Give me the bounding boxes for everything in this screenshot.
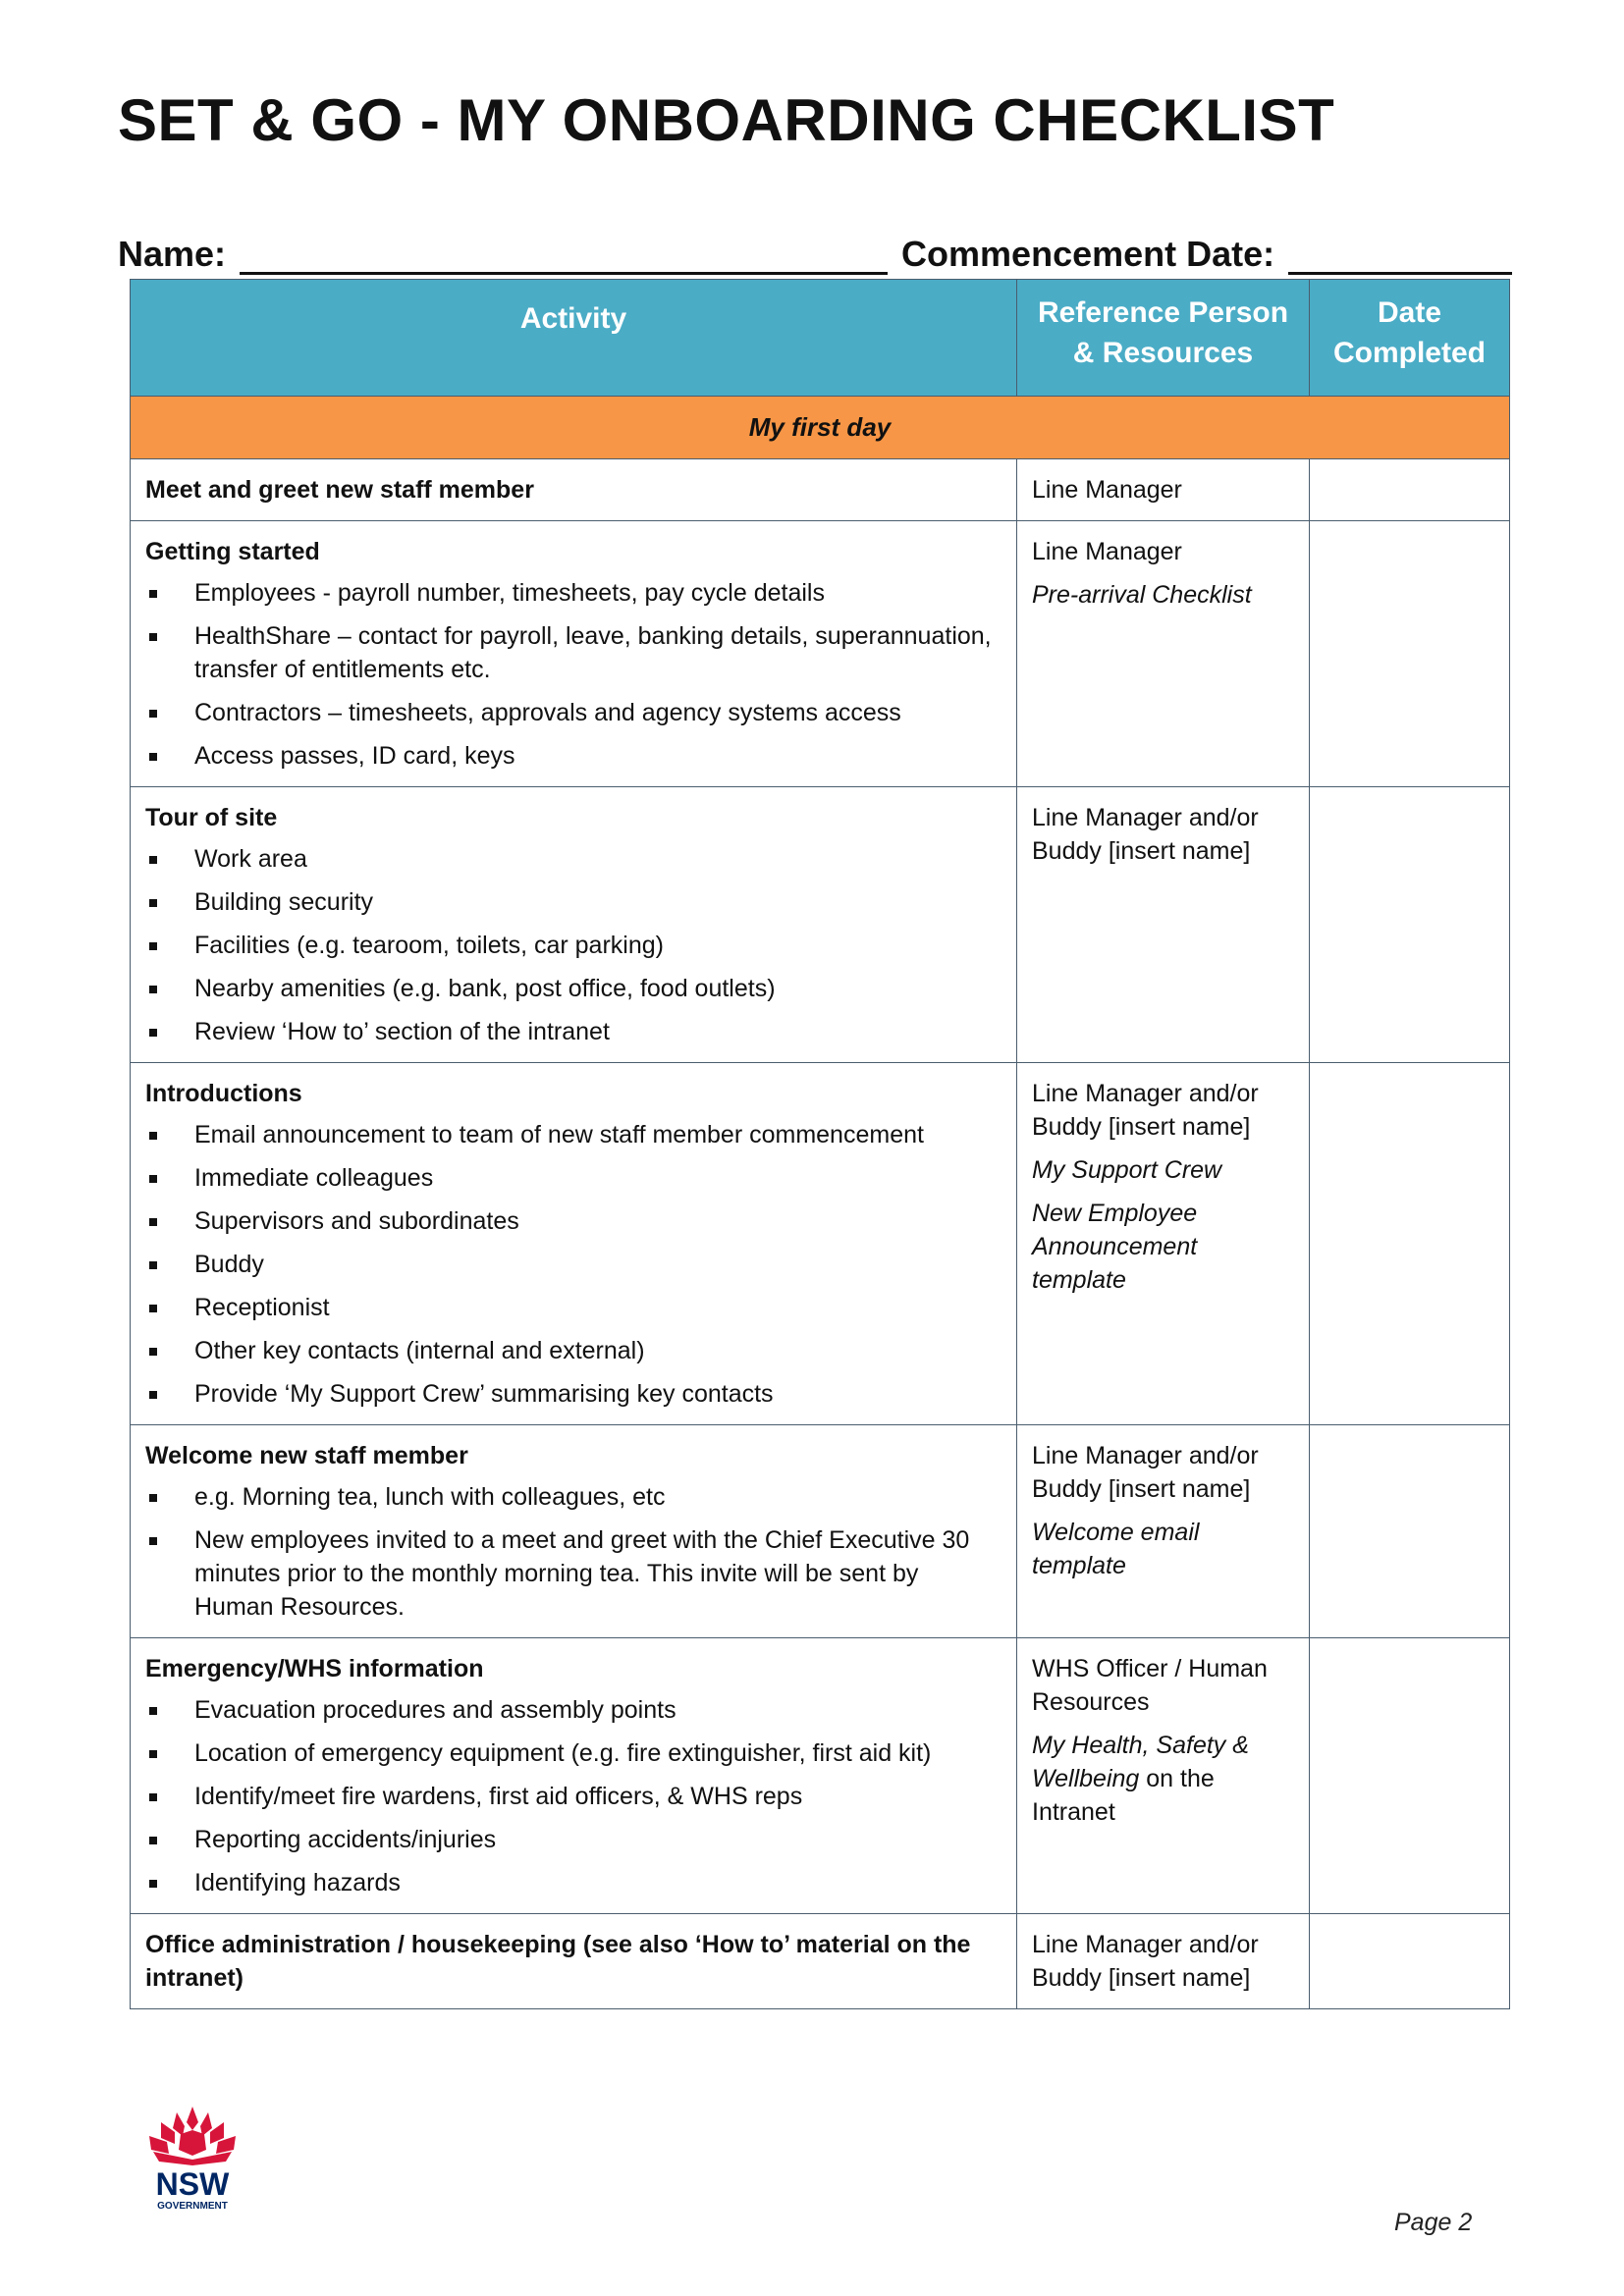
date-completed-cell[interactable] — [1310, 787, 1510, 1063]
activity-item: Reporting accidents/injuries — [145, 1823, 1001, 1856]
name-date-line — [118, 220, 1512, 275]
onboarding-checklist-table — [130, 279, 1510, 2009]
reference-item: WHS Officer / Human Resources — [1032, 1655, 1268, 1717]
reference-item: New Employee Announcement template — [1032, 1200, 1198, 1295]
activity-item: Buddy — [145, 1248, 1001, 1281]
svg-text:NSW: NSW — [155, 2166, 230, 2202]
activity-title: Getting started — [145, 538, 320, 566]
reference-item: Line Manager and/or Buddy [insert name] — [1032, 1080, 1259, 1142]
activity-title: Meet and greet new staff member — [145, 476, 534, 505]
activity-item: Nearby amenities (e.g. bank, post office, food outlets) — [145, 972, 1001, 1005]
svg-text:GOVERNMENT: GOVERNMENT — [157, 2201, 228, 2212]
section-my-first-day: My first day — [131, 397, 1510, 459]
activity-title: Emergency/WHS information — [145, 1655, 484, 1683]
header-reference: Reference Person & Resources — [1017, 280, 1310, 397]
reference-cell — [1017, 787, 1310, 1063]
commencement-date-field[interactable] — [1288, 237, 1512, 275]
section-row — [131, 397, 1510, 459]
activity-cell — [131, 1425, 1017, 1638]
activity-item: Identify/meet fire wardens, first aid officers, & WHS reps — [145, 1780, 1001, 1813]
activity-title: Tour of site — [145, 804, 278, 832]
header-row — [131, 280, 1510, 397]
activity-item: Building security — [145, 885, 1001, 919]
table-row — [131, 787, 1510, 1063]
reference-cell — [1017, 1914, 1310, 2009]
date-completed-cell[interactable] — [1310, 1063, 1510, 1425]
activity-item: Evacuation procedures and assembly points — [145, 1693, 1001, 1727]
name-label: Name: — [118, 234, 227, 274]
activity-item: Receptionist — [145, 1291, 1001, 1324]
page-number: Page 2 — [1394, 2209, 1473, 2236]
reference-item — [1032, 1729, 1294, 1829]
activity-item: Supervisors and subordinates — [145, 1204, 1001, 1238]
activity-title: Office administration / housekeeping (see also ‘How to’ material on the intranet) — [145, 1931, 971, 1993]
activity-title: Welcome new staff member — [145, 1442, 468, 1470]
reference-cell — [1017, 521, 1310, 787]
reference-cell — [1017, 1425, 1310, 1638]
header-activity: Activity — [131, 280, 1017, 397]
activity-item: e.g. Morning tea, lunch with colleagues, etc — [145, 1480, 1001, 1514]
activity-item: Provide ‘My Support Crew’ summarising key contacts — [145, 1377, 1001, 1411]
activity-cell — [131, 1063, 1017, 1425]
activity-item: Facilities (e.g. tearoom, toilets, car parking) — [145, 929, 1001, 962]
reference-item: My Support Crew — [1032, 1156, 1222, 1185]
table-row — [131, 1063, 1510, 1425]
activity-cell — [131, 787, 1017, 1063]
activity-cell — [131, 1914, 1017, 2009]
activity-title: Introductions — [145, 1080, 302, 1108]
date-completed-cell[interactable] — [1310, 1914, 1510, 2009]
page-title: SET & GO - MY ONBOARDING CHECKLIST — [118, 87, 1335, 153]
table-row — [131, 1638, 1510, 1914]
activity-cell — [131, 459, 1017, 521]
reference-item: Line Manager — [1032, 538, 1182, 566]
activity-cell — [131, 1638, 1017, 1914]
activity-item: Review ‘How to’ section of the intranet — [145, 1015, 1001, 1048]
reference-text: on the Intranet — [1032, 1765, 1215, 1827]
reference-item: Line Manager and/or Buddy [insert name] — [1032, 804, 1259, 866]
activity-cell — [131, 521, 1017, 787]
table-row — [131, 521, 1510, 787]
activity-item: Employees - payroll number, timesheets, pay cycle details — [145, 576, 1001, 610]
table-row — [131, 1425, 1510, 1638]
reference-cell — [1017, 1063, 1310, 1425]
activity-item-list — [145, 842, 1001, 1048]
table-row — [131, 1914, 1510, 2009]
activity-item: Other key contacts (internal and external) — [145, 1334, 1001, 1367]
date-completed-cell[interactable] — [1310, 1638, 1510, 1914]
activity-item: Access passes, ID card, keys — [145, 739, 1001, 773]
date-completed-cell[interactable] — [1310, 1425, 1510, 1638]
reference-item: Welcome email template — [1032, 1519, 1200, 1580]
activity-item: Work area — [145, 842, 1001, 876]
activity-item-list — [145, 1118, 1001, 1411]
commencement-date-label: Commencement Date: — [901, 234, 1275, 274]
activity-item: Identifying hazards — [145, 1866, 1001, 1899]
date-completed-cell[interactable] — [1310, 459, 1510, 521]
activity-item: Email announcement to team of new staff member commencement — [145, 1118, 1001, 1151]
reference-cell — [1017, 459, 1310, 521]
activity-item: New employees invited to a meet and greet with the Chief Executive 30 minutes prior to the monthly morning tea. This invite will be sent by Human Resources. — [145, 1523, 1001, 1624]
name-field[interactable] — [240, 237, 888, 275]
table-row — [131, 459, 1510, 521]
reference-cell — [1017, 1638, 1310, 1914]
activity-item-list — [145, 576, 1001, 773]
reference-text: My Health, Safety & Wellbeing — [1032, 1732, 1249, 1793]
activity-item-list — [145, 1480, 1001, 1624]
reference-item: Line Manager — [1032, 476, 1182, 505]
nsw-government-logo — [134, 2101, 251, 2218]
reference-item: Line Manager and/or Buddy [insert name] — [1032, 1931, 1259, 1993]
activity-item: Immediate colleagues — [145, 1161, 1001, 1195]
date-completed-cell[interactable] — [1310, 521, 1510, 787]
header-date-completed: Date Completed — [1310, 280, 1510, 397]
waratah-flower-icon — [149, 2107, 236, 2165]
activity-item: Contractors – timesheets, approvals and agency systems access — [145, 696, 1001, 729]
activity-item: HealthShare – contact for payroll, leave, banking details, superannuation, transfer of entitlements etc. — [145, 619, 1001, 686]
activity-item-list — [145, 1693, 1001, 1899]
activity-item: Location of emergency equipment (e.g. fire extinguisher, first aid kit) — [145, 1736, 1001, 1770]
reference-item: Line Manager and/or Buddy [insert name] — [1032, 1442, 1259, 1504]
reference-item: Pre-arrival Checklist — [1032, 581, 1252, 610]
